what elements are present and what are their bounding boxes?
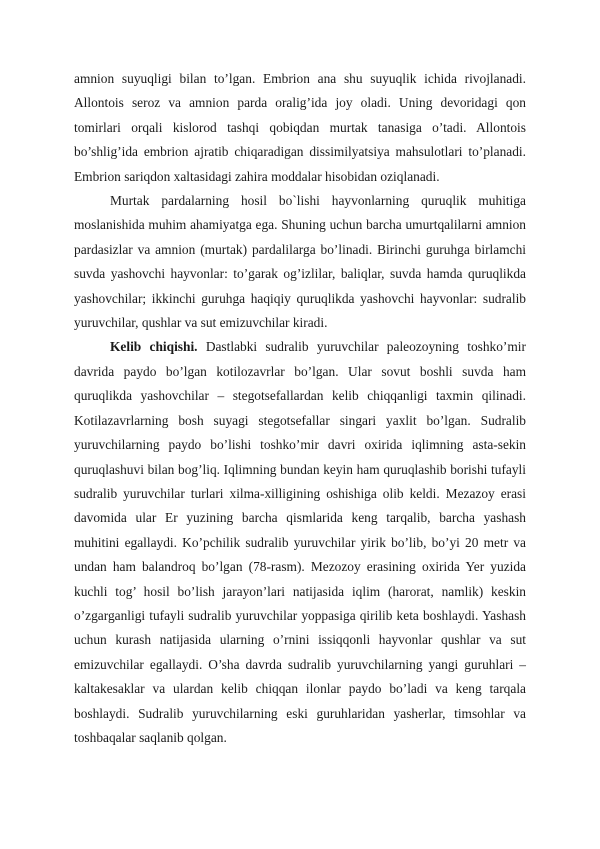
paragraph-2-text: Murtak pardalarning hosil bo`lishi hayvonlarning quruqlik muhitiga moslanishida muhim ahamiyatga ega. Shuning uchun barcha umurtqalilarni amnion pardasizlar va amnion (murtak) pardalilarga bo’linadi. Birinchi guruhga birlamchi suvda yashovchi hayvonlar: to’garak og’izlilar, baliqlar, suvda hamda quruqlikda yashovchilar; ikkinchi guruhga haqiqiy quruqlikda yashovchi hayvonlar: sudralib yuruvchilar, qushlar va sut emizuvchilar kiradi.: [74, 193, 526, 331]
document-page: [74, 67, 526, 750]
section-heading: Kelib chiqishi.: [110, 339, 198, 355]
paragraph-2: [74, 189, 526, 335]
paragraph-3-text: Dastlabki sudralib yuruvchilar paleozoyning toshko’mir davrida paydo bo’lgan kotilozavrlar bo’lgan. Ular sovut boshli suvda ham quruqlikda yashovchilar – stegotsefallardan kelib chiqqanligi taxmin qilinadi. Kotilazavrlarning bosh suyagi stegotsefallar singari yaxlit bo’lgan. Sudralib yuruvchilarning paydo bo’lishi toshko’mir davri oxirida iqlimning asta-sekin quruqlashuvi bilan bog’liq. Iqlimning bundan keyin ham quruqlashib borishi tufayli sudralib yuruvchilar turlari xilma-xilligining oshishiga olib keldi. Mezazoy erasi davomida ular Er yuzining barcha qismlarida keng tarqalib, barcha yashash muhitini egallaydi. Ko’pchilik sudralib yuruvchilar yirik bo’lib, bo’yi 20 metr va undan ham balandroq bo’lgan (78-rasm). Mezozoy erasining oxirida Yer yuzida kuchli tog’ hosil bo’lish jarayon’lari natijasida iqlim (harorat, namlik) keskin o’zgarganligi tufayli sudralib yuruvchilar yoppasiga qirilib keta boshlaydi. Yashash uchun kurash natijasida ularning o’rnini issiqqonli hayvonlar qushlar va sut emizuvchilar egallaydi. O’sha davrda sudralib yuruvchilarning yangi guruhlari – kaltakesaklar va ulardan kelib chiqqan ilonlar paydo bo’ladi va keng tarqala boshlaydi. Sudralib yuruvchilarning eski guruhlaridan yasherlar, timsohlar va toshbaqalar saqlanib qolgan.: [74, 339, 526, 745]
paragraph-1: [74, 67, 526, 189]
paragraph-1-text: amnion suyuqligi bilan to’lgan. Embrion ana shu suyuqlik ichida rivojlanadi. Allontois seroz va amnion parda oralig’ida joy oladi. Uning devoridagi qon tomirlari orqali kislorod tashqi qobiqdan murtak tanasiga o’tadi. Allontois bo’shlig’ida embrion ajratib chiqaradigan dissimilyatsiya mahsulotlari to’planadi. Embrion sariqdon xaltasidagi zahira moddalar hisobidan oziqlanadi.: [74, 71, 526, 184]
paragraph-3: [74, 335, 526, 750]
